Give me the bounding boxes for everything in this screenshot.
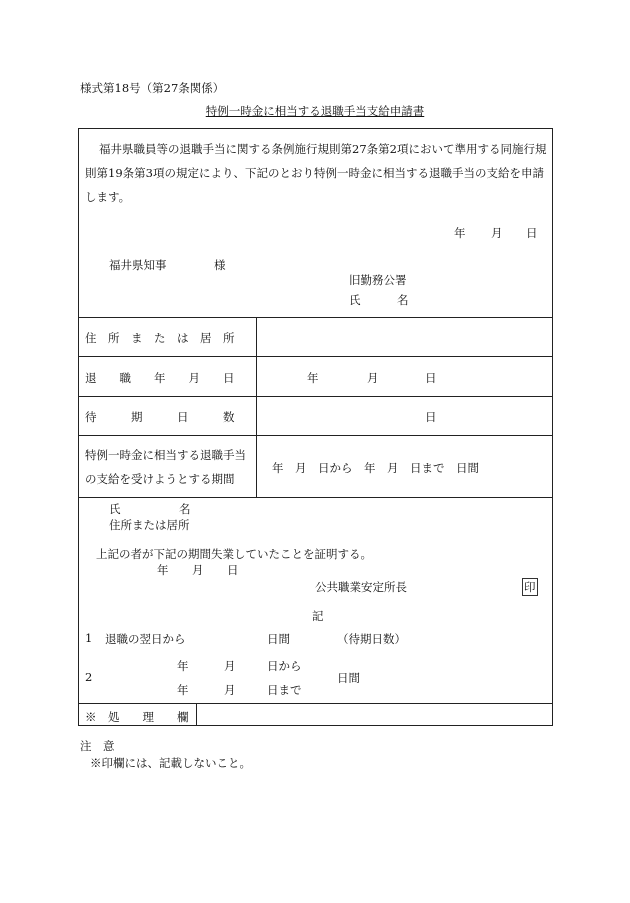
application-date-year: 年 bbox=[454, 226, 466, 240]
form-number: 様式第18号（第27条関係） bbox=[80, 81, 225, 95]
office-head-label: 公共職業安定所長 bbox=[315, 580, 407, 594]
ki-heading: 記 bbox=[312, 609, 324, 623]
cert-name-label-2: 名 bbox=[179, 502, 191, 516]
column-divider bbox=[256, 317, 257, 497]
form-frame bbox=[78, 128, 553, 726]
item2-month-from: 月 bbox=[224, 659, 236, 673]
item2-days: 日間 bbox=[337, 671, 360, 685]
seal-mark: 印 bbox=[524, 580, 536, 594]
cert-date-day: 日 bbox=[227, 563, 239, 577]
item1-note: （待期日数） bbox=[337, 632, 406, 646]
item2-to: 日まで bbox=[267, 683, 302, 697]
former-office-label: 旧勤務公署 bbox=[349, 273, 407, 287]
note-1: ※印欄には、記載しないこと。 bbox=[90, 756, 251, 770]
row-divider bbox=[79, 317, 552, 318]
item2-year-from: 年 bbox=[177, 659, 189, 673]
item1-text: 退職の翌日から bbox=[105, 632, 186, 646]
application-body-line2: 則第19条第3項の規定により、下記のとおり特例一時金に相当する退職手当の支給を申請 bbox=[85, 166, 544, 180]
retire-year: 年 bbox=[307, 371, 319, 385]
cert-date-year: 年 bbox=[157, 563, 169, 577]
address-label: 住 所 ま た は 居 所 bbox=[85, 331, 235, 345]
period-value: 年 月 日から 年 月 日まで 日間 bbox=[272, 461, 479, 475]
waiting-days-unit: 日 bbox=[425, 410, 437, 424]
honorific: 様 bbox=[214, 258, 226, 272]
addressee: 福井県知事 bbox=[109, 258, 167, 272]
applicant-name-label-2: 名 bbox=[397, 293, 409, 307]
cert-date-month: 月 bbox=[192, 563, 204, 577]
application-date-month: 月 bbox=[491, 226, 503, 240]
item2-year-to: 年 bbox=[177, 683, 189, 697]
period-label-line1: 特例一時金に相当する退職手当 bbox=[85, 448, 246, 462]
period-label-line2: の支給を受けようとする期間 bbox=[85, 472, 235, 486]
processing-label: ※ 処 理 欄 bbox=[85, 710, 189, 724]
waiting-days-label: 待 期 日 数 bbox=[85, 410, 235, 424]
item1-days: 日間 bbox=[267, 632, 290, 646]
cert-address-label: 住所または居所 bbox=[109, 518, 190, 532]
retire-day: 日 bbox=[425, 371, 437, 385]
cert-statement: 上記の者が下記の期間失業していたことを証明する。 bbox=[96, 547, 372, 561]
retire-month: 月 bbox=[367, 371, 379, 385]
application-date-day: 日 bbox=[526, 226, 538, 240]
application-body-line3: します。 bbox=[85, 190, 131, 204]
application-body-line1: 福井県職員等の退職手当に関する条例施行規則第27条第2項において準用する同施行規 bbox=[99, 142, 547, 156]
item2-number: 2 bbox=[85, 670, 93, 684]
item2-month-to: 月 bbox=[224, 683, 236, 697]
row-divider bbox=[79, 435, 552, 436]
row-divider bbox=[79, 356, 552, 357]
row-divider bbox=[79, 703, 552, 704]
row-divider bbox=[79, 396, 552, 397]
item2-from: 日から bbox=[267, 659, 302, 673]
cert-name-label-1: 氏 bbox=[109, 502, 121, 516]
row-divider bbox=[79, 497, 552, 498]
column-divider bbox=[196, 703, 197, 726]
page-title: 特例一時金に相当する退職手当支給申請書 bbox=[205, 104, 425, 118]
retire-date-label: 退 職 年 月 日 bbox=[85, 371, 235, 385]
applicant-name-label-1: 氏 bbox=[349, 293, 361, 307]
item1-number: 1 bbox=[85, 631, 93, 645]
notes-heading: 注 意 bbox=[80, 739, 115, 753]
